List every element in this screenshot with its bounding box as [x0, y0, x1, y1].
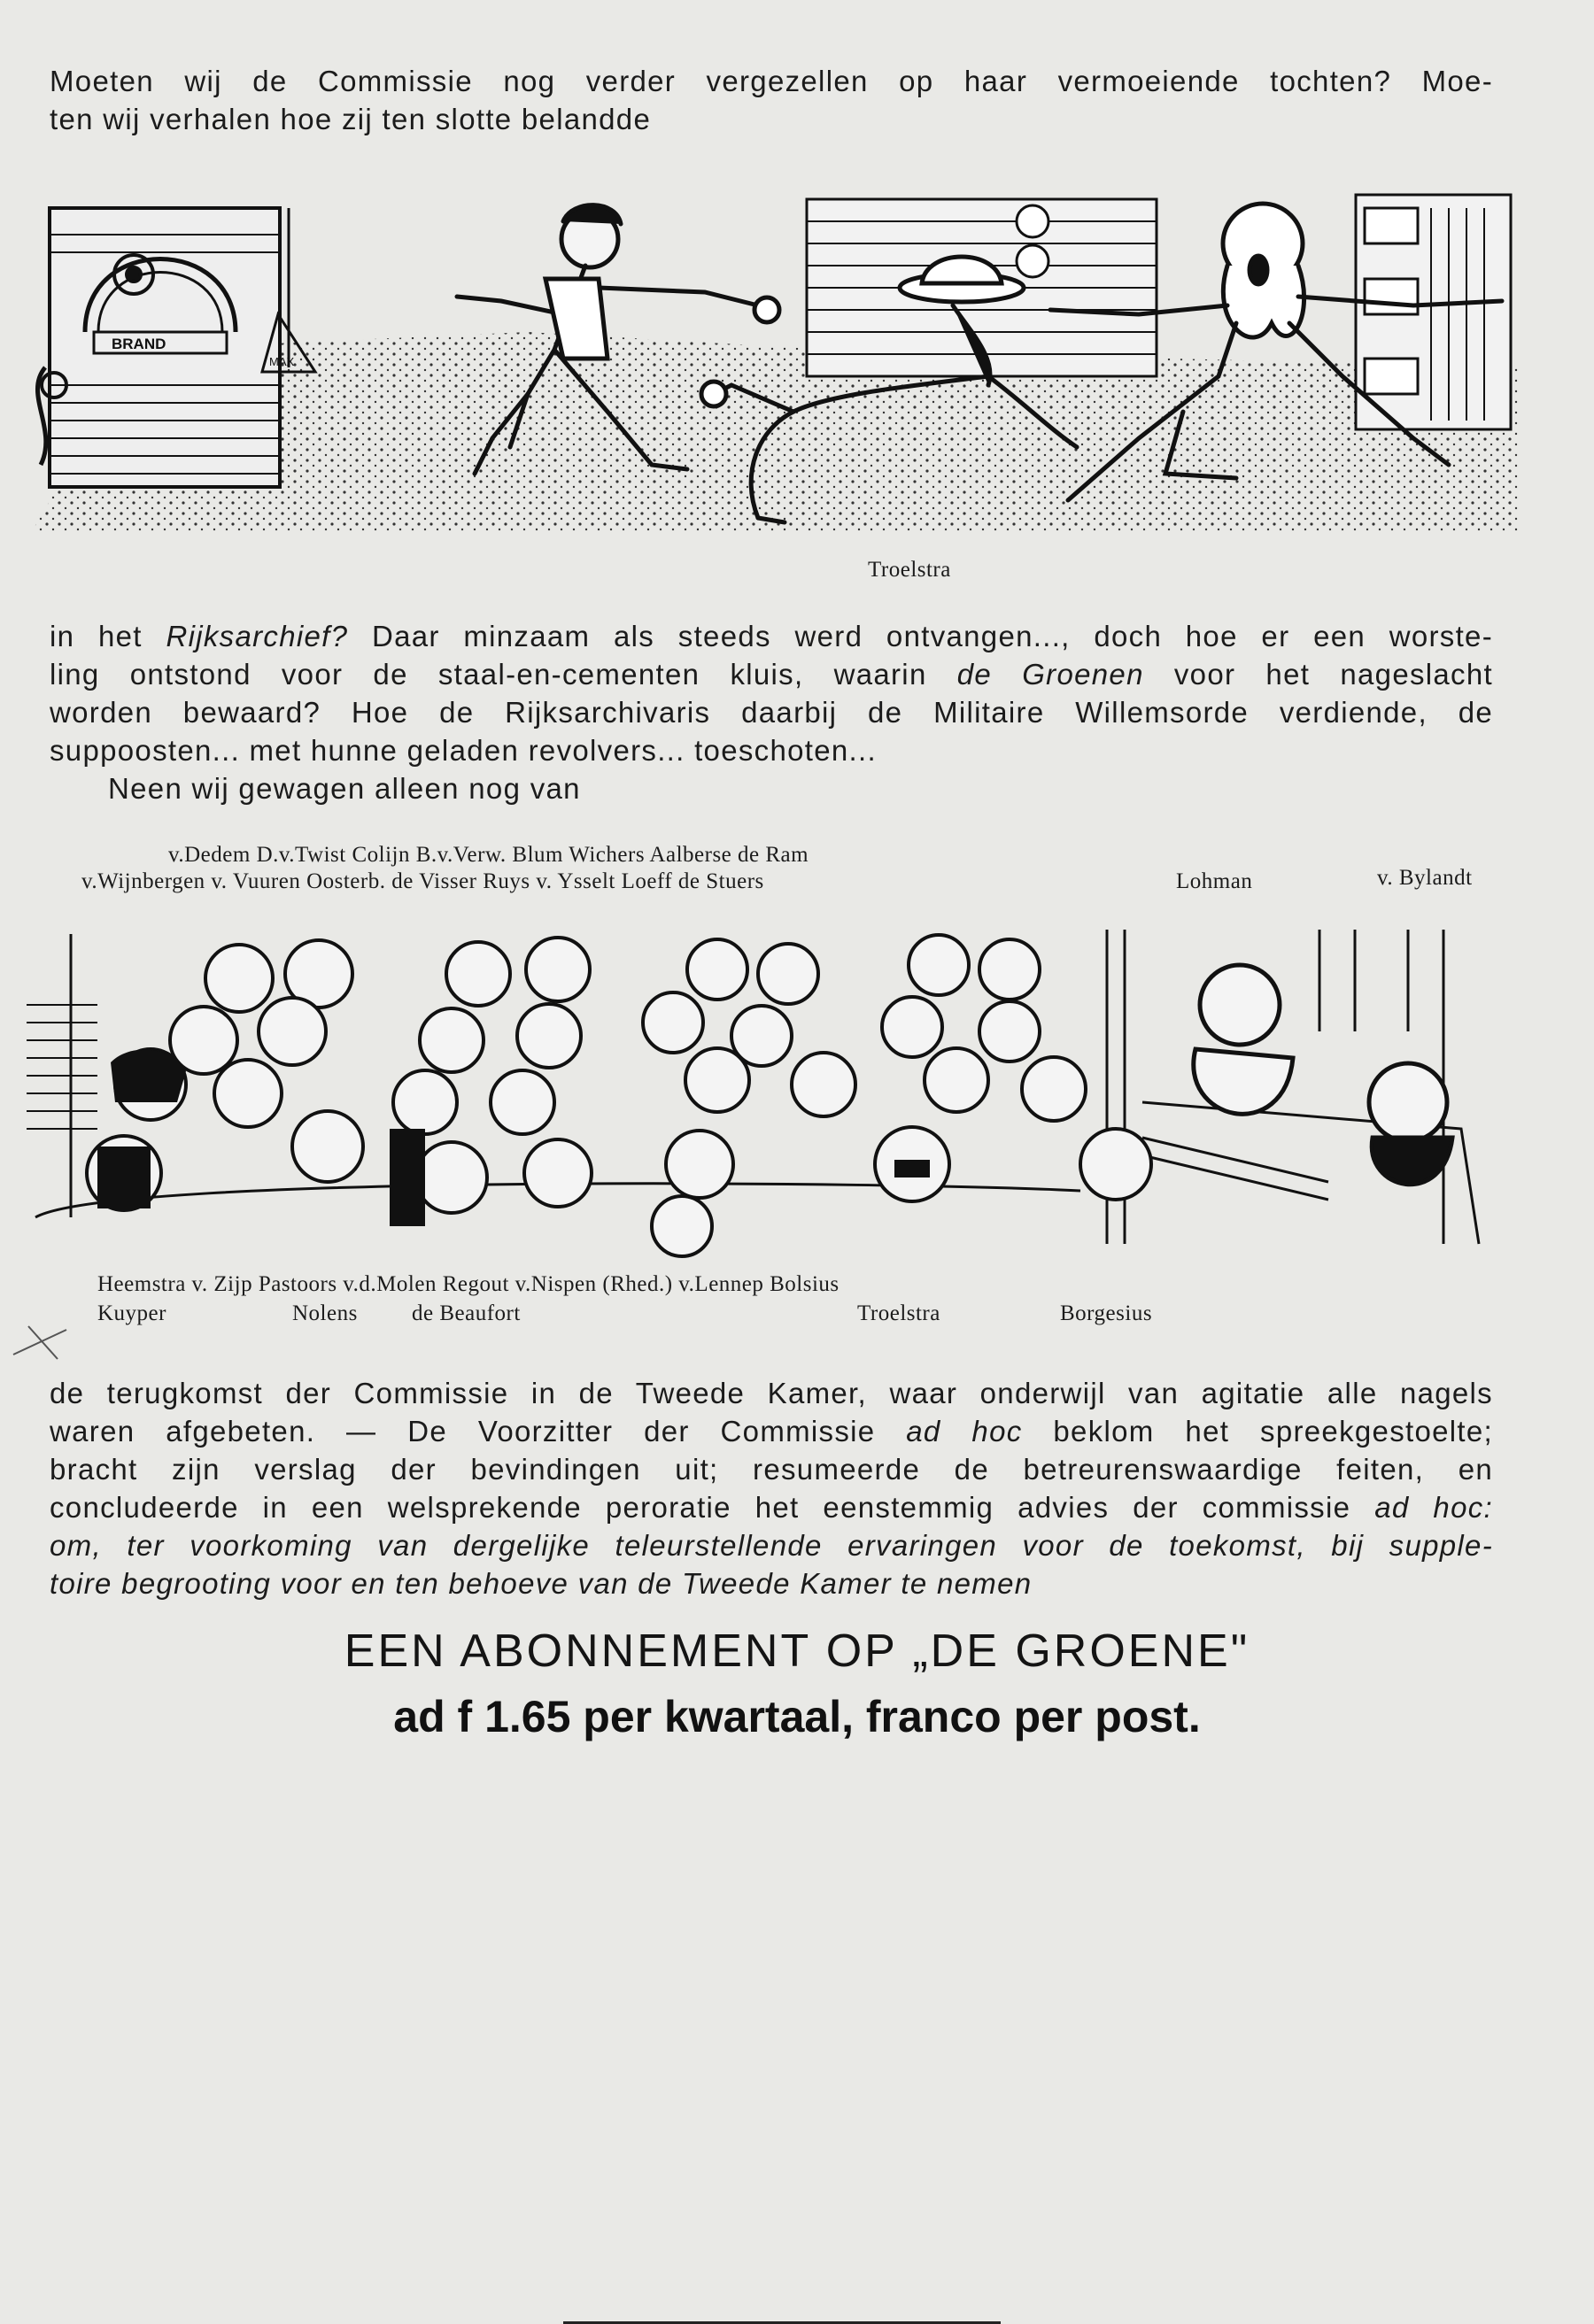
intro-line-1: Moeten wij de Commissie nog verder vergezellen op haar vermoeiende tochten? Moe-: [50, 65, 1493, 97]
pencil-cross-mark: [9, 1319, 71, 1363]
caption-kuyper: Kuyper: [97, 1301, 166, 1325]
caption-top-row-1: v.Dedem D.v.Twist Colijn B.v.Verw. Blum Wichers Aalberse de Ram: [168, 843, 809, 867]
para2-line-1: [50, 617, 1493, 655]
filing-cabinet: [1356, 195, 1511, 429]
paragraph-2: [50, 617, 1493, 807]
caption-de-beaufort: de Beaufort: [412, 1301, 521, 1325]
para2-line-2c: voor het nageslacht: [1143, 658, 1493, 691]
seated-members-group: [87, 935, 1151, 1256]
para2-line-1a: in het: [50, 620, 166, 652]
para3-line-6: toire begrooting voor en ten behoeve van de Tweede Kamer te nemen: [50, 1567, 1033, 1600]
speaker-figure: [1194, 965, 1293, 1114]
cartoon-parliament-drawing: [27, 925, 1497, 1262]
para3-line-5: om, ter voorkoming van dergelijke teleurstellende ervaringen voor de toekomst, bij supple-: [50, 1529, 1493, 1562]
advert-price: ad f 1.65 per kwartaal, franco per post.: [393, 1692, 1201, 1741]
para3-line-1: de terugkomst der Commissie in de Tweede Kamer, waar onderwijl van agitatie alle nagels: [50, 1377, 1493, 1409]
para3-line-3: bracht zijn verslag der bevindingen uit; resumeerde de betreurenswaardige feiten, en: [50, 1453, 1493, 1486]
caption-borgesius: Borgesius: [1060, 1301, 1153, 1325]
intro-line-2: ten wij verhalen hoe zij ten slotte belandde: [50, 103, 652, 135]
caption-lohman: Lohman: [1176, 869, 1253, 893]
paragraph-3: [50, 1374, 1493, 1602]
para2-line-3: worden bewaard? Hoe de Rijksarchivaris daarbij de Militaire Willemsorde verdiende, de: [50, 696, 1493, 729]
cartoon-parliament: [27, 925, 1497, 1262]
scale-label: MAX: [269, 355, 295, 368]
para2-line-2a: ling ontstond voor de staal-en-cementen kluis, waarin: [50, 658, 957, 691]
para3-line-2: [50, 1412, 1493, 1450]
caption-troelstra-bottom: Troelstra: [857, 1301, 940, 1325]
chair-figure: [1369, 1063, 1452, 1185]
para3-line-4: [50, 1488, 1493, 1526]
cartoon-chase: [32, 181, 1520, 553]
caption-top-row-2: v.Wijnbergen v. Vuuren Oosterb. de Visser Ruys v. Ysselt Loeff de Stuers: [81, 869, 764, 893]
ad-hoc-term-2: ad hoc:: [1374, 1491, 1493, 1524]
cartoon-chase-drawing: [32, 181, 1520, 553]
para2-line-1c: Daar minzaam als steeds werd ontvangen..., doch hoe er een worste-: [348, 620, 1494, 652]
para3-line-2c: beklom het spreekgestoelte;: [1022, 1415, 1493, 1448]
de-groenen-term: de Groenen: [956, 658, 1144, 691]
safe-label: BRAND: [112, 336, 166, 352]
para3-line-4a: concludeerde in een welsprekende peroratie het eenstemmig advies der commissie: [50, 1491, 1375, 1524]
advert-headline: EEN ABONNEMENT OP „DE GROENE": [344, 1625, 1250, 1677]
caption-bottom-row-1: Heemstra v. Zijp Pastoors v.d.Molen Regout v.Nispen (Rhed.) v.Lennep Bolsius: [97, 1272, 840, 1296]
caption-troelstra: Troelstra: [868, 558, 951, 582]
caption-bylandt: v. Bylandt: [1377, 866, 1473, 890]
para2-line-2: [50, 655, 1493, 693]
para2-line-5: Neen wij gewagen alleen nog van: [108, 772, 581, 805]
caption-nolens: Nolens: [292, 1301, 358, 1325]
para3-line-2a: waren afgebeten. — De Voorzitter der Commissie: [50, 1415, 907, 1448]
para2-line-4: suppoosten... met hunne geladen revolvers... toeschoten...: [50, 734, 877, 767]
rijksarchief-term: Rijksarchief?: [166, 620, 349, 652]
intro-paragraph: [50, 62, 1493, 138]
ad-hoc-term-1: ad hoc: [906, 1415, 1023, 1448]
